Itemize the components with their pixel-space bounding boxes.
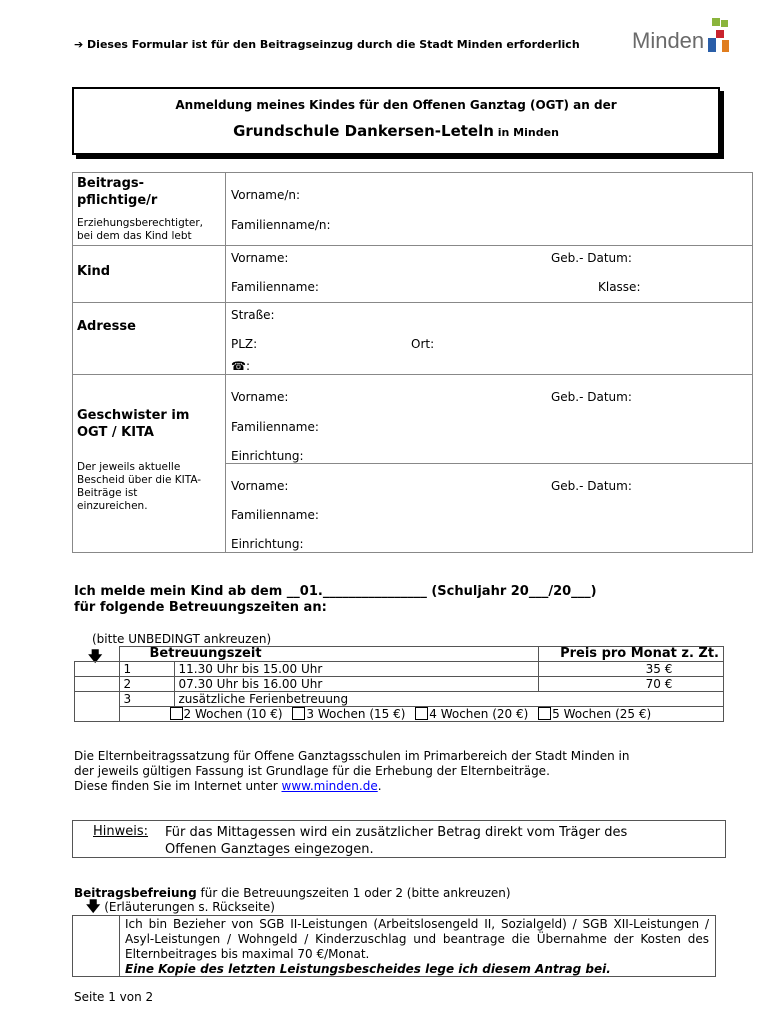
care-1-nr: 1 — [119, 662, 174, 677]
kind-label-cell — [73, 246, 226, 303]
geschwister-1-einrichtung[interactable]: Einrichtung: — [231, 449, 304, 463]
arrow-down-icon: 🡇 — [86, 899, 101, 915]
care-2-nr: 2 — [119, 677, 174, 692]
care-1-time: 11.30 Uhr bis 15.00 Uhr — [174, 662, 539, 677]
registration-line1[interactable]: Ich melde mein Kind ab dem __01.________________ (Schuljahr 20___/20___) — [74, 584, 597, 599]
option-5-weeks-checkbox[interactable] — [538, 707, 551, 720]
geschwister-2-familienname[interactable]: Familienname: — [231, 508, 319, 522]
beitrag-sub: Erziehungsberechtigter, bei dem das Kind lebt — [77, 217, 203, 242]
geschwister-1-familienname[interactable]: Familienname: — [231, 420, 319, 434]
option-4-weeks: 4 Wochen (20 €) — [429, 707, 529, 721]
care-times-table — [74, 646, 724, 722]
care-3-checkbox[interactable] — [75, 692, 120, 722]
option-3-weeks-checkbox[interactable] — [292, 707, 305, 720]
befreiung-title-rest: für die Betreuungszeiten 1 oder 2 (bitte ankreuzen) — [196, 886, 511, 900]
header-time: Betreuungszeit — [119, 647, 539, 662]
kind-label: Kind — [77, 264, 111, 279]
registration-form — [72, 172, 753, 553]
satzung-line3: Diese finden Sie im Internet unter www.minden.de. — [74, 779, 382, 793]
page-number: Seite 1 von 2 — [74, 990, 154, 1004]
care-hint: (bitte UNBEDINGT ankreuzen) — [92, 632, 272, 646]
geschwister-sub: Der jeweils aktuelle Bescheid über die KITA-Beiträge ist einzureichen. — [77, 461, 202, 512]
hinweis-box — [72, 820, 726, 858]
geschwister-1-vorname[interactable]: Vorname: — [231, 390, 289, 404]
beitrag-fields[interactable] — [226, 173, 753, 246]
logo-text: Minden — [632, 28, 705, 53]
kind-klasse-field[interactable]: Klasse: — [598, 280, 641, 294]
geschwister-1-geb-datum[interactable]: Geb.- Datum: — [551, 390, 632, 404]
care-3-nr: 3 — [119, 692, 174, 707]
minden-logo — [632, 18, 732, 58]
care-2-price: 70 € — [539, 677, 724, 692]
school-city: in Minden — [493, 126, 559, 139]
geschwister-2-vorname[interactable]: Vorname: — [231, 479, 289, 493]
beitrag-label-cell — [73, 173, 226, 246]
kind-familienname-field[interactable]: Familienname: — [231, 280, 319, 294]
title-box — [72, 87, 720, 155]
adresse-label: Adresse — [77, 319, 136, 334]
geschwister-label: Geschwister im OGT / KITA — [77, 408, 190, 440]
befreiung-title: Beitragsbefreiung — [74, 886, 197, 900]
adresse-fields[interactable] — [226, 303, 753, 375]
plz-field[interactable]: PLZ: — [231, 337, 258, 351]
minden-link[interactable]: www.minden.de — [281, 779, 378, 793]
registration-text — [74, 584, 597, 616]
geschwister-2-geb-datum[interactable]: Geb.- Datum: — [551, 479, 632, 493]
care-3-time: zusätzliche Ferienbetreuung — [174, 692, 724, 707]
school-name: Grundschule Dankersen-Leteln — [233, 122, 494, 140]
option-4-weeks-checkbox[interactable] — [415, 707, 428, 720]
hinweis-text: Für das Mittagessen wird ein zusätzlicher Betrag direkt vom Träger des Offenen Ganztages eingezogen. — [165, 825, 628, 857]
kind-fields[interactable] — [226, 246, 753, 303]
title-line1: Anmeldung meines Kindes für den Offenen Ganztag (OGT) an der — [175, 98, 617, 112]
care-2-time: 07.30 Uhr bis 16.00 Uhr — [174, 677, 539, 692]
ort-field[interactable]: Ort: — [411, 337, 435, 351]
holiday-options — [119, 707, 724, 722]
option-2-weeks: 2 Wochen (10 €) — [183, 707, 283, 721]
befreiung-bold: Eine Kopie des letzten Leistungsbescheides lege ich diesem Antrag bei. — [125, 962, 611, 976]
care-1-checkbox[interactable] — [75, 662, 120, 677]
geschwister-2-einrichtung[interactable]: Einrichtung: — [231, 537, 304, 551]
arrow-down-icon: 🡇 — [88, 649, 103, 665]
hinweis-label: Hinweis: — [93, 824, 149, 839]
school-title — [74, 122, 718, 140]
geschwister-label-cell — [73, 375, 226, 553]
befreiung-heading — [74, 886, 511, 914]
befreiung-box — [72, 915, 716, 977]
option-2-weeks-checkbox[interactable] — [170, 707, 183, 720]
satzung-line2: der jeweils gültigen Fassung ist Grundlage für die Erhebung der Elternbeiträge. — [74, 764, 550, 778]
befreiung-sub: (Erläuterungen s. Rückseite) — [104, 900, 275, 914]
care-2-checkbox[interactable] — [75, 677, 120, 692]
phone-field[interactable]: ☎: — [231, 359, 250, 373]
geschwister-1-fields[interactable] — [226, 375, 753, 464]
beitrag-label: Beitrags-pflichtige/r — [77, 176, 158, 208]
satzung-text — [74, 749, 629, 794]
adresse-label-cell — [73, 303, 226, 375]
logo-mark-icon — [708, 18, 730, 56]
befreiung-checkbox[interactable] — [73, 916, 120, 976]
kind-vorname-field[interactable]: Vorname: — [231, 251, 289, 265]
registration-line2: für folgende Betreuungszeiten an: — [74, 600, 327, 615]
option-3-weeks: 3 Wochen (15 €) — [306, 707, 406, 721]
vorname-n-field[interactable]: Vorname/n: — [231, 188, 301, 202]
option-5-weeks: 5 Wochen (25 €) — [552, 707, 652, 721]
header-price: Preis pro Monat z. Zt. — [539, 647, 724, 662]
satzung-line1: Die Elternbeitragssatzung für Offene Ganztagsschulen im Primarbereich der Stadt Minden in — [74, 749, 630, 763]
care-1-price: 35 € — [539, 662, 724, 677]
familienname-n-field[interactable]: Familienname/n: — [231, 218, 331, 232]
geschwister-2-fields[interactable] — [226, 464, 753, 553]
kind-geb-datum-field[interactable]: Geb.- Datum: — [551, 251, 632, 265]
befreiung-text: Ich bin Bezieher von SGB II-Leistungen (Arbeitslosengeld II, Sozialgeld) / SGB XII-Leistungen / Asyl-Leistungen / Wohngeld / Kinderzuschlag und beantrage die Übernahme der Kosten des Elternbeitrages bis maximal 70 €/Monat. Eine Kopie des letzten Leistungsbescheides lege ich diesem Antrag bei. — [125, 917, 709, 976]
header-note: ➔ Dieses Formular ist für den Beitragseinzug durch die Stadt Minden erforderlich — [74, 38, 580, 51]
check-header — [75, 647, 120, 662]
strasse-field[interactable]: Straße: — [231, 308, 275, 322]
